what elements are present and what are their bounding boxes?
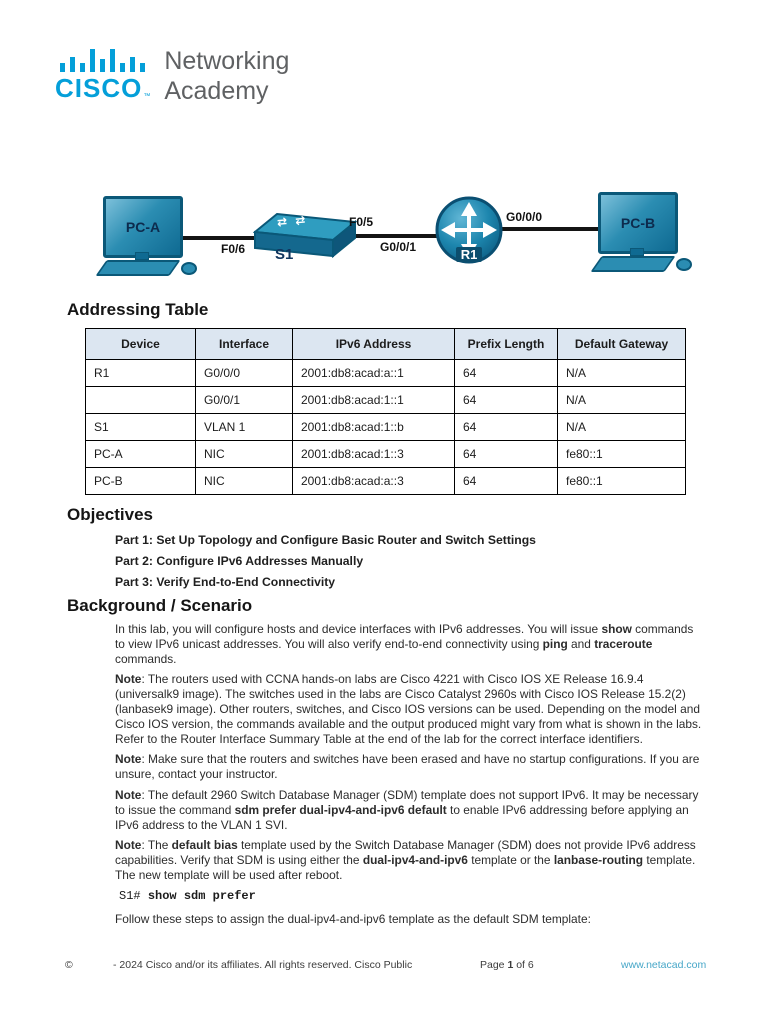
paragraph xyxy=(115,838,705,882)
table-row xyxy=(86,468,686,495)
cisco-logo-bars-icon xyxy=(60,46,145,72)
text-segment: show xyxy=(601,622,632,636)
paragraph xyxy=(115,672,705,746)
table-cell: 2001:db8:acad:1::3 xyxy=(293,441,455,468)
text-segment: lanbase-routing xyxy=(553,853,644,868)
paragraph xyxy=(115,622,705,666)
academy-tagline xyxy=(164,46,289,106)
text-segment: default bias xyxy=(171,838,238,853)
tagline-line1: Networking xyxy=(164,47,290,75)
table-cell: 2001:db8:acad:a::1 xyxy=(293,360,455,387)
text-segment: ping xyxy=(542,636,568,651)
pc-a-mouse xyxy=(181,262,197,275)
column-header: IPv6 Address xyxy=(293,329,455,360)
background-paragraphs xyxy=(67,622,702,927)
text-segment: commands. xyxy=(115,651,177,666)
s1-label: S1 xyxy=(275,246,294,263)
pc-b-mouse xyxy=(676,258,692,271)
table-cell: 64 xyxy=(455,387,558,414)
pc-b-keyboard xyxy=(590,256,675,272)
cisco-networking-academy-logo xyxy=(55,46,289,106)
table-cell: R1 xyxy=(86,360,196,387)
text-segment: to enable IPv6 addressing before applying an IPv6 address to the VLAN 1 SVI. xyxy=(115,802,689,832)
netacad-link[interactable]: www.netacad.com xyxy=(621,959,707,971)
port-label-f0-5: F0/5 xyxy=(349,215,374,229)
column-header: Interface xyxy=(196,329,293,360)
table-row xyxy=(86,360,686,387)
text-segment: dual-ipv4-and-ipv6 xyxy=(362,853,468,868)
table-cell: N/A xyxy=(558,360,686,387)
port-label-g0-0-0: G0/0/0 xyxy=(506,210,543,224)
addressing-table xyxy=(85,328,686,495)
table-row xyxy=(86,387,686,414)
copyright-symbol: © xyxy=(65,959,73,971)
table-cell: S1 xyxy=(86,414,196,441)
text-segment: Note xyxy=(115,672,142,687)
text-segment: traceroute xyxy=(594,636,653,651)
table-cell: fe80::1 xyxy=(558,468,686,495)
table-cell: 2001:db8:acad:1::1 xyxy=(293,387,455,414)
copyright-text: - 2024 Cisco and/or its affiliates. All rights reserved. Cisco Public xyxy=(113,959,413,971)
table-cell: 64 xyxy=(455,441,558,468)
text-segment: : The xyxy=(141,838,172,853)
paragraph xyxy=(115,752,705,782)
page-number: Page 1 of 6 xyxy=(480,959,534,971)
table-cell: 2001:db8:acad:a::3 xyxy=(293,468,455,495)
pc-a-stand xyxy=(135,252,149,260)
objectives-list xyxy=(67,533,702,589)
column-header: Default Gateway xyxy=(558,329,686,360)
table-cell xyxy=(86,387,196,414)
document-content xyxy=(0,300,768,927)
pc-b-icon xyxy=(590,192,690,284)
table-cell: N/A xyxy=(558,414,686,441)
text-segment: In this lab, you will configure hosts and device interfaces with IPv6 addresses. You will issue xyxy=(115,622,602,636)
page-footer xyxy=(65,959,708,975)
column-header: Device xyxy=(86,329,196,360)
addressing-table-head-row xyxy=(86,329,686,360)
network-topology-diagram xyxy=(85,188,685,296)
cisco-brand-text: CISCO xyxy=(55,73,143,103)
text-segment: and xyxy=(567,636,595,651)
pc-b-stand xyxy=(630,248,644,256)
table-cell: G0/0/1 xyxy=(196,387,293,414)
table-cell: PC-B xyxy=(86,468,196,495)
text-segment: Follow these steps to assign the dual-ipv4-and-ipv6 template as the default SDM template: xyxy=(115,911,591,926)
table-row xyxy=(86,441,686,468)
command-line xyxy=(119,889,702,903)
table-row xyxy=(86,414,686,441)
table-cell: 64 xyxy=(455,468,558,495)
paragraph xyxy=(115,912,705,927)
pc-a-icon xyxy=(95,196,195,288)
text-segment: : Make sure that the routers and switches have been erased and have no startup configurations. If you are unsure, contact your instructor. xyxy=(115,752,700,782)
text-segment: template or the xyxy=(467,853,554,868)
port-label-g0-0-1: G0/0/1 xyxy=(380,240,417,254)
pc-a-keyboard xyxy=(95,260,180,276)
text-segment: show sdm prefer xyxy=(147,888,256,903)
tagline-line2: Academy xyxy=(164,77,269,105)
text-segment: S1# xyxy=(119,888,148,903)
background-heading: Background / Scenario xyxy=(67,596,253,615)
addressing-table-heading: Addressing Table xyxy=(67,300,209,319)
table-cell: NIC xyxy=(196,441,293,468)
table-cell: 64 xyxy=(455,414,558,441)
table-cell: fe80::1 xyxy=(558,441,686,468)
table-cell: G0/0/0 xyxy=(196,360,293,387)
objective-item: Part 3: Verify End-to-End Connectivity xyxy=(115,575,336,589)
table-cell: VLAN 1 xyxy=(196,414,293,441)
switch-s1-icon xyxy=(253,212,357,264)
text-segment: template. The new template will be used after reboot. xyxy=(115,853,696,882)
port-label-f0-6: F0/6 xyxy=(221,242,246,256)
text-segment: template used by the Switch Database Manager (SDM) does not provide IPv6 address capabilities. Verify that SDM is using either the xyxy=(115,838,696,868)
pc-a-label: PC-A xyxy=(125,219,161,235)
paragraph xyxy=(115,788,705,832)
switch-arrows-icon: ⇄ ⇄ xyxy=(276,212,308,230)
objectives-heading: Objectives xyxy=(67,505,153,524)
objective-item: Part 2: Configure IPv6 Addresses Manually xyxy=(115,554,364,568)
table-cell: 2001:db8:acad:1::b xyxy=(293,414,455,441)
text-segment: : The default 2960 Switch Database Manager (SDM) template does not support IPv6. It may be necessary to issue the command xyxy=(115,787,699,817)
addressing-table-body xyxy=(86,360,686,495)
table-cell: 64 xyxy=(455,360,558,387)
r1-label-wrap xyxy=(451,246,487,264)
text-segment: commands to view IPv6 unicast addresses. You will also verify end-to-end connectivity using xyxy=(115,622,694,651)
text-segment: Note xyxy=(115,787,142,802)
table-cell: PC-A xyxy=(86,441,196,468)
objective-item: Part 1: Set Up Topology and Configure Basic Router and Switch Settings xyxy=(115,533,536,547)
column-header: Prefix Length xyxy=(455,329,558,360)
pc-a-monitor xyxy=(103,196,183,258)
cisco-logo xyxy=(55,46,150,102)
r1-label: R1 xyxy=(456,247,483,262)
trademark-symbol: ™ xyxy=(143,93,151,100)
pc-b-label: PC-B xyxy=(620,215,656,231)
table-cell: NIC xyxy=(196,468,293,495)
text-segment: Note xyxy=(115,838,142,853)
text-segment: Note xyxy=(115,752,142,767)
table-cell: N/A xyxy=(558,387,686,414)
text-segment: : The routers used with CCNA hands-on labs are Cisco 4221 with Cisco IOS XE Release 16.9.4 (universalk9 image). The switches used in the labs are Cisco Catalyst 2960s with Cisco IOS Release 15.2(2) (lanbasek9 image). Other routers, switches, and Cisco IOS versions can be used. Depending on the model and Cisco IOS version, the commands available and the output produced might vary from what is shown in the labs. Refer to the Router Interface Summary Table at the end of the lab for the correct interface identifiers. xyxy=(115,672,702,746)
text-segment: sdm prefer dual-ipv4-and-ipv6 default xyxy=(234,802,447,817)
pc-b-monitor xyxy=(598,192,678,254)
